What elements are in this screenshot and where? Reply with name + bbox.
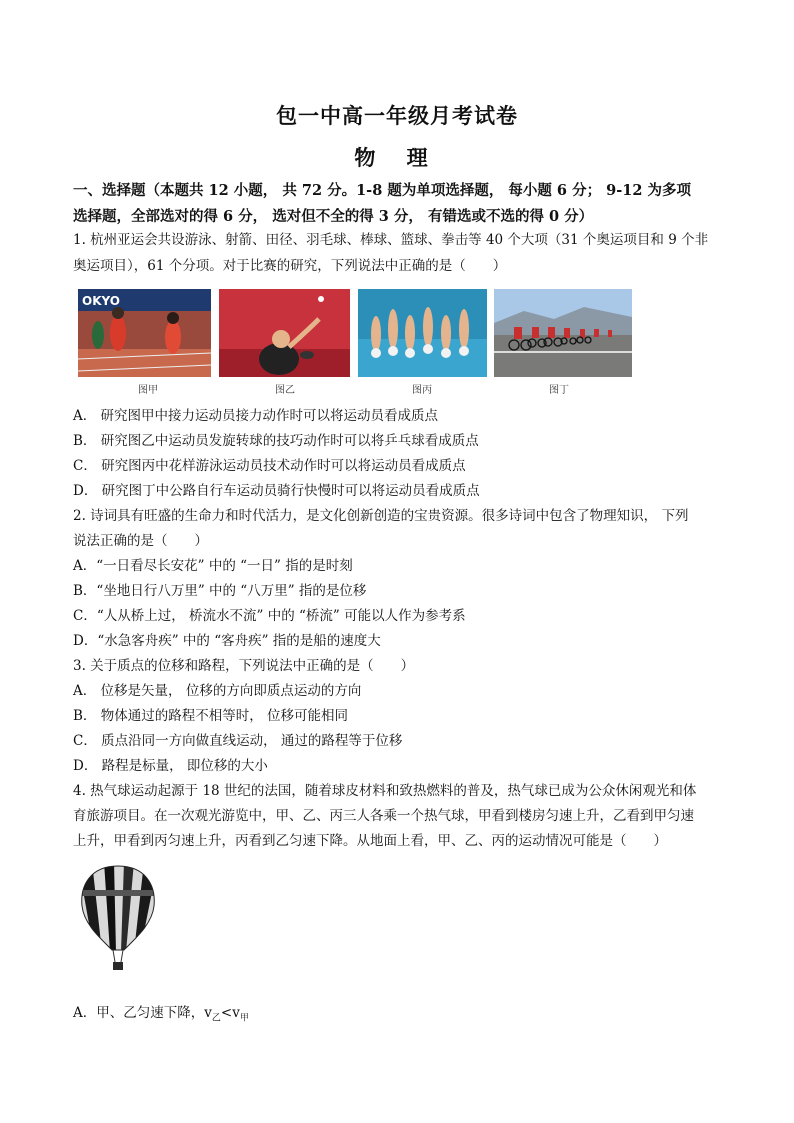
q4-stem-line1: 4. 热气球运动起源于 18 世纪的法国，随着球皮材料和致热燃料的普及，热气球已成为公众休闲观光和体: [73, 783, 697, 799]
svg-text:OKYO: OKYO: [82, 294, 120, 308]
q4-stem-line3: 上升，甲看到丙匀速上升，丙看到乙匀速下降。从地面上看，甲、乙、丙的运动情况可能是（ ）: [73, 833, 667, 849]
photo-synchronized-swimming: [358, 289, 487, 377]
caption-ding: 图丁: [549, 385, 569, 396]
q2-option-c: C．“人从桥上过， 桥流水不流” 中的 “桥流” 可能以人作为参考系: [73, 608, 466, 624]
q4-stem-line2: 育旅游项目。在一次观光游览中，甲、乙、丙三人各乘一个热气球，甲看到楼房匀速上升，乙看到甲匀速: [73, 808, 694, 824]
q2-option-a: A．“一日看尽长安花” 中的 “一日” 指的是时刻: [73, 558, 353, 574]
photo-road-cycling: [494, 289, 632, 377]
q2-option-d: D．“水急客舟疾” 中的 “客舟疾” 指的是船的速度大: [73, 633, 381, 649]
subject-title: 物 理: [354, 145, 440, 170]
q2-option-b: B．“坐地日行八万里” 中的 “八万里” 指的是位移: [73, 583, 367, 599]
q1-photo-strip: [78, 289, 638, 399]
section-heading-line2: 选择题，全部选对的得 6 分， 选对但不全的得 3 分， 有错选或不选的得 0 分）: [73, 208, 594, 225]
photo-table-tennis: [219, 289, 350, 377]
q3-option-a: A． 位移是矢量， 位移的方向即质点运动的方向: [73, 683, 362, 699]
caption-yi: 图乙: [275, 385, 295, 396]
q4-option-a-sub-yi: 乙: [211, 1013, 221, 1024]
photo-track-relay: [78, 289, 211, 377]
section-heading-line1: 一、选择题（本题共 12 小题， 共 72 分。1-8 题为单项选择题， 每小题 6 分； 9-12 为多项: [73, 182, 691, 199]
hot-air-balloon-illustration: [78, 862, 158, 977]
q1-option-c: C． 研究图丙中花样游泳运动员技术动作时可以将运动员看成质点: [73, 458, 466, 474]
q1-stem-line1: 1. 杭州亚运会共设游泳、射箭、田径、羽毛球、棒球、篮球、拳击等 40 个大项（31 个奥运项目和 9 个非: [73, 232, 709, 248]
q3-option-c: C． 质点沿同一方向做直线运动， 通过的路程等于位移: [73, 733, 403, 749]
q4-option-a-text: A．甲、乙匀速下降，v: [73, 1005, 212, 1021]
q3-option-d: D． 路程是标量， 即位移的大小: [73, 758, 268, 774]
q3-stem: 3. 关于质点的位移和路程，下列说法中正确的是（ ）: [73, 658, 415, 674]
caption-jia: 图甲: [138, 385, 158, 396]
q4-option-a-mid: <v: [220, 1005, 240, 1021]
q1-option-b: B． 研究图乙中运动员发旋转球的技巧动作时可以将乒乓球看成质点: [73, 433, 479, 449]
q1-option-d: D． 研究图丁中公路自行车运动员骑行快慢时可以将运动员看成质点: [73, 483, 480, 499]
exam-title: 包一中高一年级月考试卷: [276, 103, 518, 128]
q4-option-a: [73, 1003, 249, 1029]
q4-option-a-sub-jia: 甲: [239, 1013, 249, 1024]
q1-stem-line2: 奥运项目），61 个分项。对于比赛的研究，下列说法中正确的是（ ）: [73, 258, 507, 274]
caption-bing: 图丙: [412, 385, 432, 396]
q2-stem-line1: 2. 诗词具有旺盛的生命力和时代活力，是文化创新创造的宝贵资源。很多诗词中包含了物理知识， 下列: [73, 508, 689, 524]
q1-option-a: A． 研究图甲中接力运动员接力动作时可以将运动员看成质点: [73, 408, 439, 424]
q3-option-b: B． 物体通过的路程不相等时， 位移可能相同: [73, 708, 349, 724]
q2-stem-line2: 说法正确的是（ ）: [73, 533, 208, 549]
